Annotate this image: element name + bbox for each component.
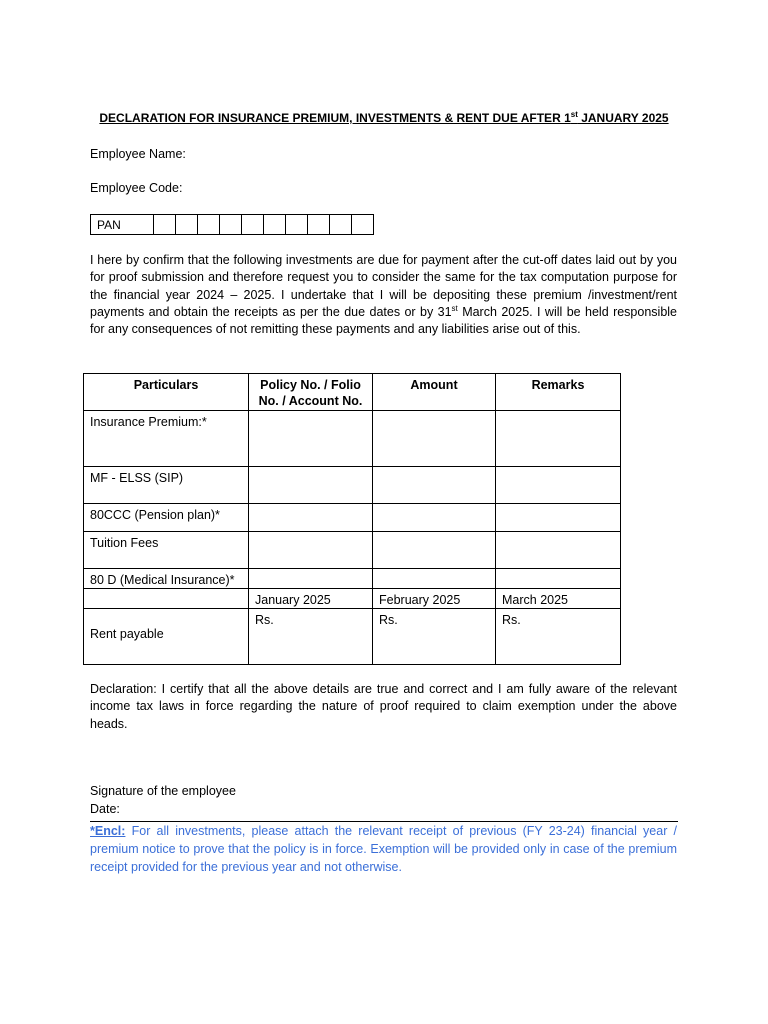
header-policy-no: Policy No. / Folio No. / Account No. — [249, 374, 373, 411]
row-label-tuition-fees: Tuition Fees — [84, 532, 249, 569]
cell-rent-march[interactable] — [496, 609, 621, 665]
pan-char-box[interactable] — [330, 215, 352, 235]
header-remarks: Remarks — [496, 374, 621, 411]
cell-80d-policy-no[interactable] — [249, 569, 373, 589]
month-march: March 2025 — [496, 589, 621, 609]
cell-insurance-policy-no[interactable] — [249, 411, 373, 467]
signature-label: Signature of the employee — [90, 784, 236, 798]
pan-char-box[interactable] — [198, 215, 220, 235]
pan-char-box[interactable] — [176, 215, 198, 235]
cell-insurance-remarks[interactable] — [496, 411, 621, 467]
cell-80ccc-policy-no[interactable] — [249, 504, 373, 532]
form-title-tail: JANUARY 2025 — [577, 111, 669, 125]
cell-tuition-remarks[interactable] — [496, 532, 621, 569]
confirmation-part1: I here by confirm that the following investments are due for payment after the cut-off dates laid out by you for proof submission and therefore request you to consider the same for the tax computation purpose for the financial year 2024 – 2025. I undertake that I will be depositing these premium /investment/rent payments and obtain the receipts as per the due dates or by 31 — [90, 253, 677, 319]
employee-name-label: Employee Name: — [90, 147, 186, 161]
enclosure-heading: *Encl: — [90, 824, 126, 838]
pan-char-box[interactable] — [352, 215, 374, 235]
form-title-superscript: st — [570, 110, 578, 119]
header-amount: Amount — [373, 374, 496, 411]
row-label-mf-elss: MF - ELSS (SIP) — [84, 467, 249, 504]
cell-rent-january[interactable] — [249, 609, 373, 665]
pan-label: PAN — [91, 215, 154, 235]
cell-80d-remarks[interactable] — [496, 569, 621, 589]
cell-tuition-policy-no[interactable] — [249, 532, 373, 569]
pan-char-box[interactable] — [154, 215, 176, 235]
enclosure-note — [90, 822, 677, 876]
row-label-insurance-premium: Insurance Premium:* — [84, 411, 249, 467]
enclosure-text: For all investments, please attach the relevant receipt of previous (FY 23-24) financial year / premium notice to prove that the policy is in force. Exemption will be provided only in case of the premium receipt provided for the previous year and not otherwise. — [90, 824, 677, 874]
header-particulars: Particulars — [84, 374, 249, 411]
date-label: Date: — [90, 802, 120, 816]
form-title-main: DECLARATION FOR INSURANCE PREMIUM, INVESTMENTS & RENT DUE AFTER 1 — [99, 111, 571, 125]
confirmation-part2: March 2025. I will be held responsible for any consequences of not remitting these payments and any liabilities arise out of this. — [90, 304, 677, 337]
pan-char-box[interactable] — [242, 215, 264, 235]
row-label-80d: 80 D (Medical Insurance)* — [84, 569, 249, 589]
confirmation-superscript: st — [451, 303, 458, 313]
cell-elss-amount[interactable] — [373, 467, 496, 504]
rs-label: Rs. — [255, 613, 274, 627]
month-january: January 2025 — [249, 589, 373, 609]
row-label-rent-payable — [84, 609, 249, 665]
pan-char-box[interactable] — [286, 215, 308, 235]
cell-elss-remarks[interactable] — [496, 467, 621, 504]
cell-insurance-amount[interactable] — [373, 411, 496, 467]
cell-elss-policy-no[interactable] — [249, 467, 373, 504]
cell-rent-february[interactable] — [373, 609, 496, 665]
month-february: February 2025 — [373, 589, 496, 609]
pan-char-box[interactable] — [264, 215, 286, 235]
confirmation-paragraph — [90, 252, 677, 338]
cell-80ccc-amount[interactable] — [373, 504, 496, 532]
cell-80d-amount[interactable] — [373, 569, 496, 589]
cell-tuition-amount[interactable] — [373, 532, 496, 569]
employee-code-label: Employee Code: — [90, 181, 183, 195]
pan-char-box[interactable] — [220, 215, 242, 235]
pan-box-grid — [90, 214, 374, 235]
cell-80ccc-remarks[interactable] — [496, 504, 621, 532]
declaration-paragraph: Declaration: I certify that all the above details are true and correct and I am fully aware of the relevant income tax laws in force regarding the nature of proof required to claim exemption under the above heads. — [90, 682, 677, 731]
rs-label: Rs. — [502, 613, 521, 627]
row-label-80ccc: 80CCC (Pension plan)* — [84, 504, 249, 532]
cell-month-blank — [84, 589, 249, 609]
pan-char-box[interactable] — [308, 215, 330, 235]
investment-table — [83, 373, 621, 665]
rent-payable-label: Rent payable — [90, 627, 164, 641]
rs-label: Rs. — [379, 613, 398, 627]
form-title — [0, 110, 768, 125]
